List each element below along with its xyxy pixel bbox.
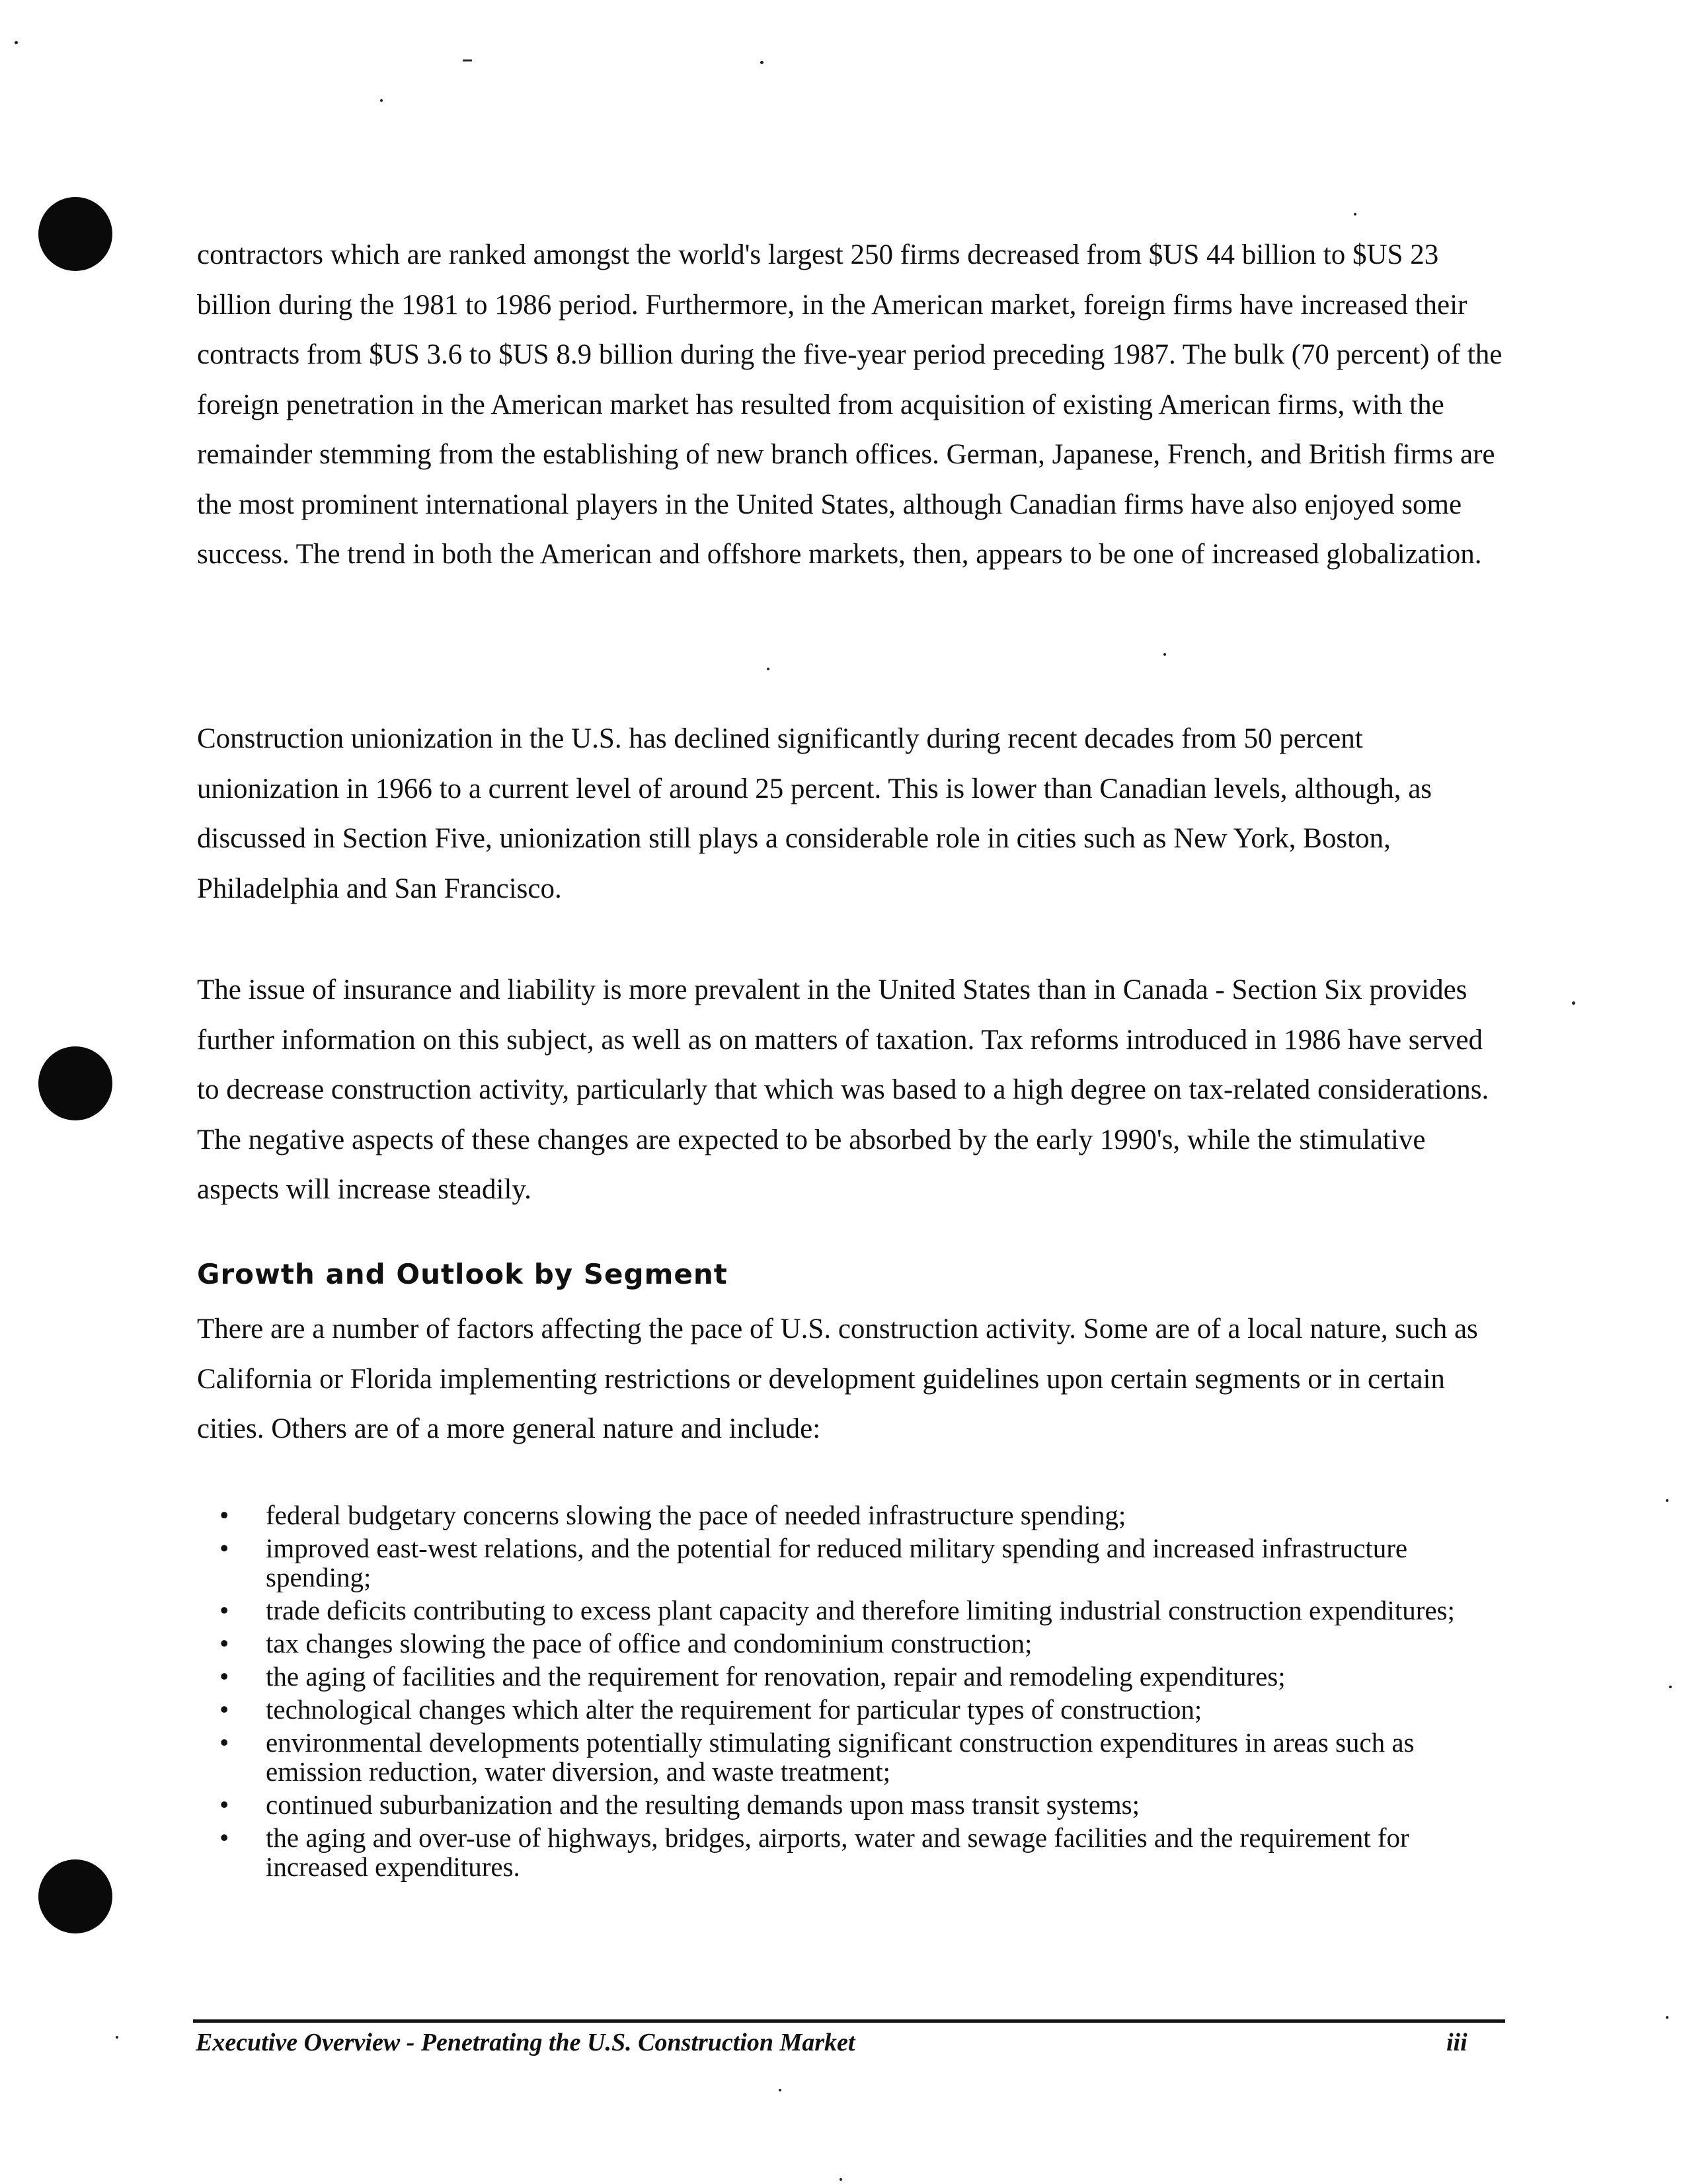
bullet-icon: • xyxy=(219,1628,229,1658)
list-item-text: federal budgetary concerns slowing the pace of needed infrastructure spending; xyxy=(266,1500,1126,1530)
list-item-text: trade deficits contributing to excess plant capacity and therefore limiting industrial construction expenditures; xyxy=(266,1595,1455,1625)
scan-speck xyxy=(116,2036,118,2039)
scan-speck xyxy=(15,41,18,44)
page-number: iii xyxy=(1446,2029,1468,2056)
section-heading: Growth and Outlook by Segment xyxy=(197,1258,728,1290)
list-item xyxy=(213,1695,1508,1724)
list-item-text: the aging and over-use of highways, bridges, airports, water and sewage facilities and the requirement for increased expenditures. xyxy=(266,1822,1409,1882)
list-item xyxy=(213,1823,1508,1881)
scan-speck xyxy=(463,59,472,61)
scan-speck xyxy=(1669,1686,1672,1688)
bullet-icon: • xyxy=(219,1694,229,1725)
bullet-icon: • xyxy=(219,1789,229,1820)
punch-hole xyxy=(38,197,112,271)
footer-rule xyxy=(193,2019,1505,2023)
bullet-icon: • xyxy=(219,1595,229,1625)
punch-hole xyxy=(38,1046,112,1120)
scan-speck xyxy=(1354,213,1356,215)
scan-speck xyxy=(840,2178,842,2181)
list-item-text: the aging of facilities and the requirement for renovation, repair and remodeling expenditures; xyxy=(266,1661,1286,1692)
list-item-text: improved east-west relations, and the potential for reduced military spending and increased infrastructure spending; xyxy=(266,1533,1408,1592)
scan-speck xyxy=(1572,1001,1575,1005)
paragraph: contractors which are ranked amongst the world's largest 250 firms decreased from $US 44 billion to $US 23 billion during the 1981 to 1986 period. Furthermore, in the American market, foreign firms have increased their contracts from $US 3.6 to $US 8.9 billion during the five-year period preceding 1987. The bulk (70 percent) of the foreign penetration in the American market has resulted from acquisition of existing American firms, with the remainder stemming from the establishing of new branch offices. German, Japanese, French, and British firms are the most prominent international players in the United States, although Canadian firms have also enjoyed some success. The trend in both the American and offshore markets, then, appears to be one of increased globalization. xyxy=(197,239,1503,570)
scan-speck xyxy=(760,61,763,64)
list-item xyxy=(213,1728,1508,1786)
bullet-list xyxy=(213,1501,1508,1885)
bullet-icon: • xyxy=(219,1822,229,1853)
list-item xyxy=(213,1534,1508,1592)
paragraph: Construction unionization in the U.S. has declined significantly during recent decades from 50 percent unionization in 1966 to a current level of around 25 percent. This is lower than Canadian levels, although, as discussed in Section Five, unionization still plays a considerable role in cities such as New York, Boston, Philadelphia and San Francisco. xyxy=(197,723,1432,904)
list-item-text: tax changes slowing the pace of office and condominium construction; xyxy=(266,1628,1033,1658)
list-item-text: environmental developments potentially stimulating significant construction expenditures in areas such as emission reduction, water diversion, and waste treatment; xyxy=(266,1727,1415,1787)
scan-speck xyxy=(1666,2016,1668,2019)
scan-speck xyxy=(380,99,383,102)
bullet-icon: • xyxy=(219,1533,229,1563)
scan-speck xyxy=(779,2089,781,2091)
list-item xyxy=(213,1629,1508,1658)
paragraph: The issue of insurance and liability is more prevalent in the United States than in Canada - Section Six provides further information on this subject, as well as on matters of taxation. Tax reforms introduced in 1986 have served to decrease construction activity, particularly that which was based to a high degree on tax-related considerations. The negative aspects of these changes are expected to be absorbed by the early 1990's, while the stimulative aspects will increase steadily. xyxy=(197,974,1489,1205)
list-item xyxy=(213,1662,1508,1691)
paragraph: There are a number of factors affecting the pace of U.S. construction activity. Some are of a local nature, such as California or Florida implementing restrictions or development guidelines upon certain segments or in certain cities. Others are of a more general nature and include: xyxy=(197,1313,1478,1444)
footer-title: Executive Overview - Penetrating the U.S. Construction Market xyxy=(196,2029,855,2056)
bullet-icon: • xyxy=(219,1661,229,1692)
list-item xyxy=(213,1790,1508,1819)
bullet-icon: • xyxy=(219,1727,229,1758)
list-item-text: technological changes which alter the requirement for particular types of construction; xyxy=(266,1694,1202,1725)
scan-speck xyxy=(1163,653,1166,656)
punch-hole xyxy=(38,1859,112,1933)
list-item xyxy=(213,1596,1508,1625)
list-item-text: continued suburbanization and the resulting demands upon mass transit systems; xyxy=(266,1789,1140,1820)
scan-speck xyxy=(1666,1499,1668,1502)
bullet-icon: • xyxy=(219,1500,229,1530)
list-item xyxy=(213,1501,1508,1530)
scan-speck xyxy=(767,668,769,670)
